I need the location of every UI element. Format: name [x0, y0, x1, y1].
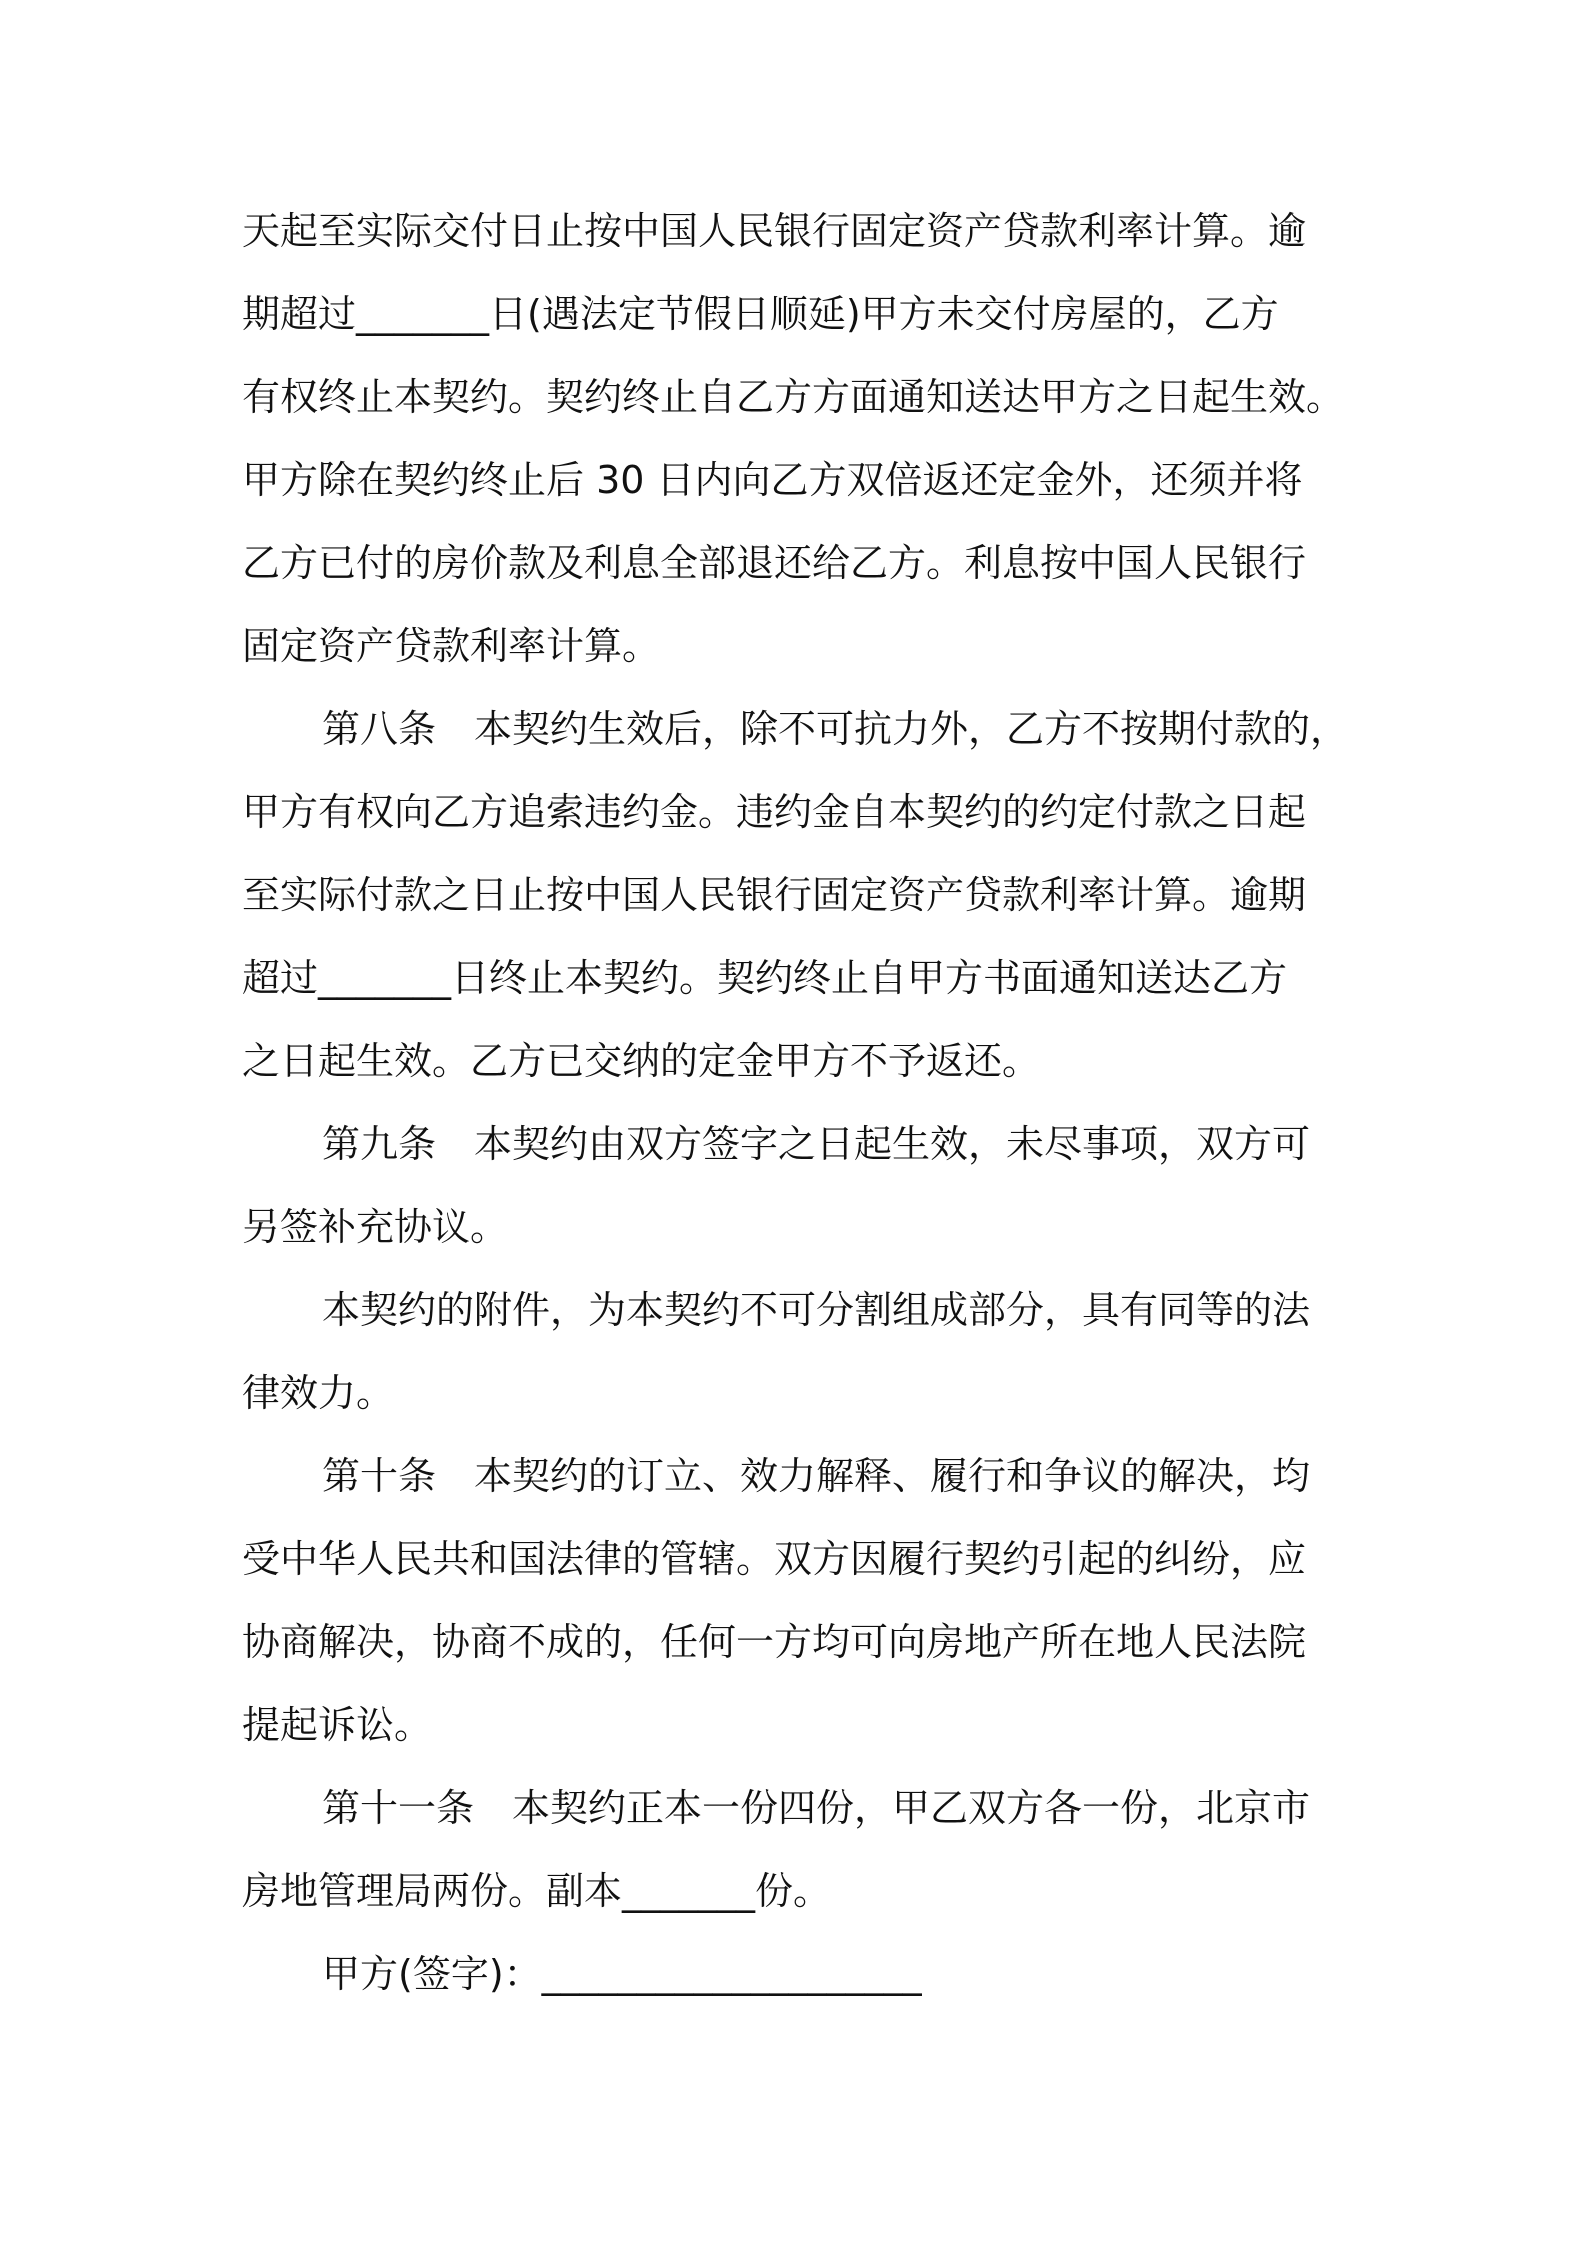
text-line: 有权终止本契约。契约终止自乙方方面通知送达甲方之日起生效。: [242, 375, 1345, 419]
text-line: 律效力。: [242, 1371, 395, 1415]
text-line: 超过_______日终止本契约。契约终止自甲方书面通知送达乙方: [242, 956, 1288, 1000]
text-line: 协商解决，协商不成的，任何一方均可向房地产所在地人民法院: [242, 1620, 1307, 1664]
text-line: 甲方有权向乙方追索违约金。违约金自本契约的约定付款之日起: [242, 790, 1307, 834]
text-line: 房地管理局两份。副本_______份。: [242, 1869, 832, 1913]
article-8-heading-line: 第八条 本契约生效后，除不可抗力外，乙方不按期付款的，: [322, 707, 1349, 751]
text-line: 提起诉讼。: [242, 1703, 433, 1747]
attachment-paragraph-line: 本契约的附件，为本契约不可分割组成部分，具有同等的法: [322, 1288, 1311, 1332]
text-line: 受中华人民共和国法律的管辖。双方因履行契约引起的纠纷，应: [242, 1537, 1307, 1581]
text-line: 之日起生效。乙方已交纳的定金甲方不予返还。: [242, 1039, 1041, 1083]
text-line: 天起至实际交付日止按中国人民银行固定资产贷款利率计算。逾: [242, 209, 1307, 253]
article-11-heading-line: 第十一条 本契约正本一份四份，甲乙双方各一份，北京市: [322, 1786, 1311, 1830]
text-line: 至实际付款之日止按中国人民银行固定资产贷款利率计算。逾期: [242, 873, 1307, 917]
article-9-heading-line: 第九条 本契约由双方签字之日起生效，未尽事项，双方可: [322, 1122, 1311, 1166]
text-line: 乙方已付的房价款及利息全部退还给乙方。利息按中国人民银行: [242, 541, 1307, 585]
article-10-heading-line: 第十条 本契约的订立、效力解释、履行和争议的解决，均: [322, 1454, 1311, 1498]
document-body: [242, 190, 1362, 2016]
text-line: 期超过_______日(遇法定节假日顺延)甲方未交付房屋的，乙方: [242, 292, 1279, 336]
party-a-signature-line: 甲方(签字)：____________________: [322, 1952, 922, 1996]
text-line: 固定资产贷款利率计算。: [242, 624, 661, 668]
text-line: 另签补充协议。: [242, 1205, 509, 1249]
text-line: 甲方除在契约终止后 30 日内向乙方双倍返还定金外，还须并将: [242, 458, 1303, 502]
